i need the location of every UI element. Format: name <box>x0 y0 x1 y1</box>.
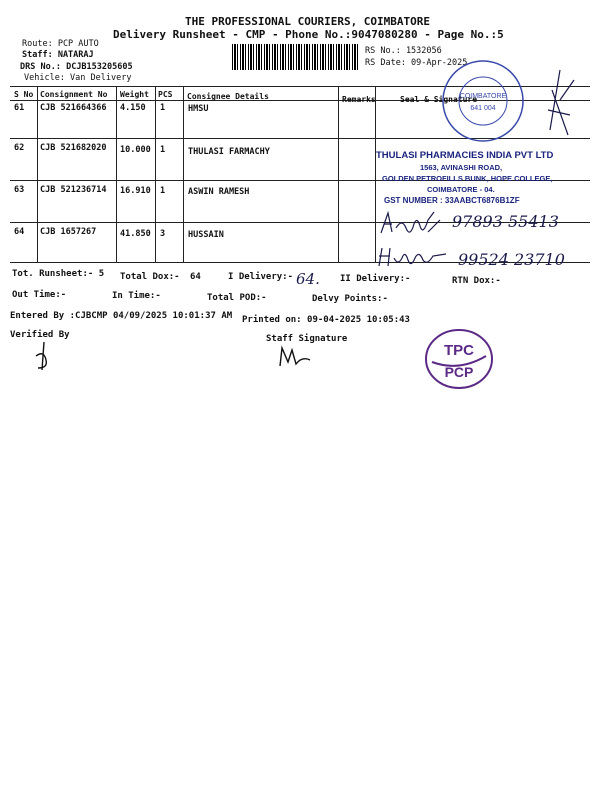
row-weight: 10.000 <box>120 145 151 155</box>
row-pcs: 1 <box>160 103 166 113</box>
row-consignee: HMSU <box>188 104 209 114</box>
total-runsheet: Tot. Runsheet:- 5 <box>12 269 105 279</box>
in-time-label: In Time:- <box>112 291 161 301</box>
row-consignment-no: CJB 521682020 <box>40 143 107 153</box>
row-sno: 64 <box>14 227 25 237</box>
col-header-seal: Seal & Signature <box>400 95 478 104</box>
printed-on: Printed on: 09-04-2025 10:05:43 <box>242 315 410 325</box>
row-sno: 61 <box>14 103 25 113</box>
i-delivery-handwritten: 64. <box>296 270 320 288</box>
total-dox-value: 64 <box>190 272 201 282</box>
thulasi-stamp-addr3: COIMBATORE - 04. <box>427 185 495 194</box>
pcp-text: PCP <box>444 364 474 380</box>
col-header-sno: S No <box>14 90 34 99</box>
row-consignment-no: CJB 521236714 <box>40 185 107 195</box>
rs-date: RS Date: 09-Apr-2025 <box>365 58 468 68</box>
col-header-remarks: Remarks <box>342 95 376 104</box>
row-consignment-no: CJB 521664366 <box>40 103 107 113</box>
drs-label-text: DRS No.: <box>20 62 61 72</box>
col-header-weight: Weight <box>120 90 149 99</box>
staff-text: Staff: NATARAJ <box>22 50 94 60</box>
row-consignee: THULASI FARMACHY <box>188 147 270 157</box>
col-divider <box>37 86 38 262</box>
staff-signature <box>276 344 316 370</box>
tpc-text: TPC <box>444 342 474 359</box>
col-divider <box>116 86 117 262</box>
total-dox-label: Total Dox:- <box>120 272 180 282</box>
row-sno: 63 <box>14 185 25 195</box>
hussain-phone-handwritten: 99524 23710 <box>458 250 565 269</box>
drs-value: DCJB153205605 <box>66 62 133 72</box>
entered-by: Entered By :CJBCMP 04/09/2025 10:01:37 AM <box>10 311 233 321</box>
tpc-pcp-stamp <box>422 326 496 392</box>
total-pod-label: Total POD:- <box>207 293 267 303</box>
col-divider <box>155 86 156 262</box>
delvy-points-label: Delvy Points:- <box>312 294 388 304</box>
svg-text:COIMBATORE: COIMBATORE <box>459 93 507 100</box>
col-divider <box>338 86 339 262</box>
row-consignee: HUSSAIN <box>188 230 224 240</box>
thulasi-stamp-addr1: 1563, AVINASHI ROAD, <box>420 163 503 172</box>
staff-signature-label: Staff Signature <box>266 334 348 344</box>
col-divider <box>375 86 376 262</box>
thulasi-stamp-name: THULASI PHARMACIES INDIA PVT LTD <box>376 150 554 161</box>
route-text: Route: PCP AUTO <box>22 39 99 49</box>
row-pcs: 1 <box>160 186 166 196</box>
ii-delivery-label: II Delivery:- <box>340 274 411 284</box>
drs-label <box>20 62 133 72</box>
col-header-consignment: Consignment No <box>40 90 108 99</box>
row-weight: 4.150 <box>120 103 146 113</box>
rs-no: RS No.: 1532056 <box>365 46 442 56</box>
aswin-signature <box>378 208 448 238</box>
verified-signature <box>30 340 58 374</box>
col-divider <box>183 86 184 262</box>
company-title: THE PROFESSIONAL COURIERS, COIMBATORE <box>185 15 431 28</box>
verified-by-label: Verified By <box>10 330 70 340</box>
thulasi-stamp-gst: GST NUMBER : 33AABCT6876B1ZF <box>384 196 520 205</box>
row-consignment-no: CJB 1657267 <box>40 227 97 237</box>
runsheet-subtitle: Delivery Runsheet - CMP - Phone No.:9047080280 - Page No.:5 <box>113 28 504 41</box>
i-delivery-label: I Delivery:- <box>228 272 294 282</box>
aswin-phone-handwritten: 97893 55413 <box>452 212 559 231</box>
row-weight: 41.850 <box>120 229 151 239</box>
vehicle-text: Vehicle: Van Delivery <box>24 73 132 83</box>
row-pcs: 1 <box>160 145 166 155</box>
row-pcs: 3 <box>160 229 166 239</box>
col-header-consignee: Consignee Details <box>187 92 269 101</box>
row-consignee: ASWIN RAMESH <box>188 187 250 197</box>
svg-text:641 004: 641 004 <box>470 105 496 112</box>
out-time-label: Out Time:- <box>12 290 67 300</box>
row-sno: 62 <box>14 143 25 153</box>
barcode <box>232 44 360 70</box>
rtn-dox-label: RTN Dox:- <box>452 276 501 286</box>
col-header-pcs: PCS <box>158 90 173 99</box>
row-weight: 16.910 <box>120 186 151 196</box>
hussain-signature <box>376 244 456 270</box>
seal-signature-scribble <box>540 60 580 140</box>
thulasi-stamp-addr2: GOLDEN PETROFILLS BUNK, HOPE COLLEGE, <box>382 174 553 183</box>
round-company-stamp <box>440 58 526 144</box>
